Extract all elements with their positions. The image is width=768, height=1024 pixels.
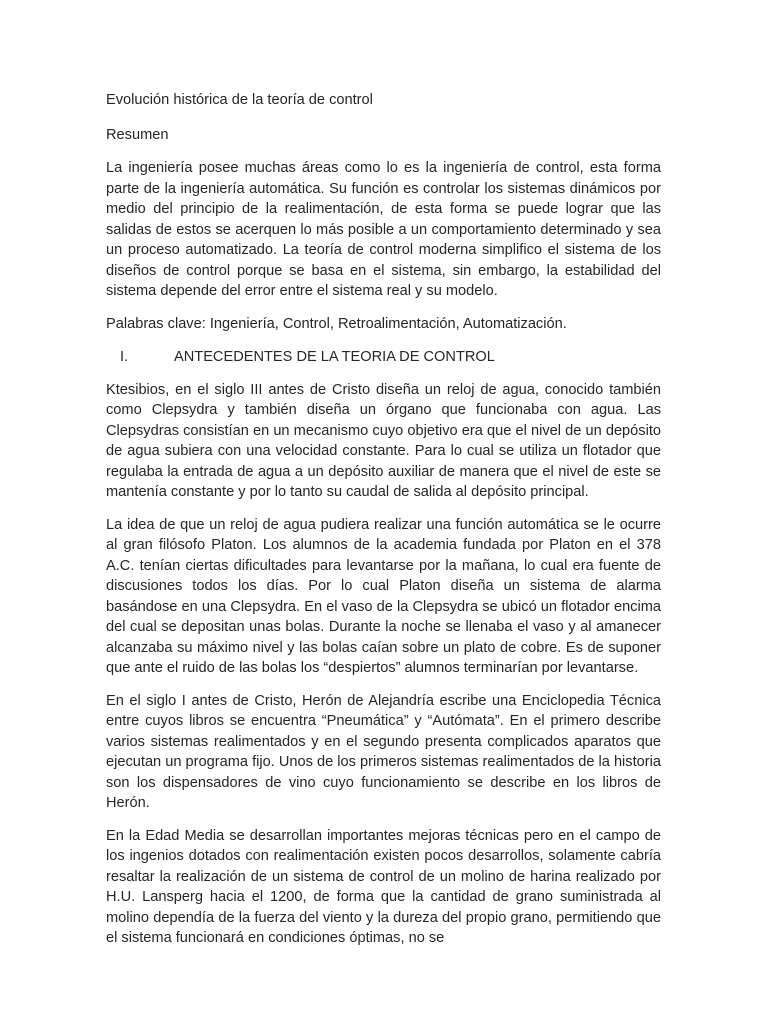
body-paragraph: En la Edad Media se desarrollan importantes mejoras técnicas pero en el campo de los ingenios dotados con realimentación existen pocos desarrollos, solamente cabría resaltar la realización de un sistema de control de un molino de harina realizado por H.U. Lansperg hacia el 1200, de forma que la cantidad de grano suministrada al molino dependía de la fuerza del viento y la dureza del propio grano, permitiendo que el sistema funcionará en condiciones óptimas, no se bbox=[106, 827, 661, 946]
abstract-paragraph: La ingeniería posee muchas áreas como lo es la ingeniería de control, esta forma parte de la ingeniería automática. Su función es controlar los sistemas dinámicos por medio del principio de la realimentación, de esta forma se puede lograr que las salidas de estos se acerquen lo más posible a un comportamiento determinado y sea un proceso automatizado. La teoría de control moderna simplifico el sistema de los diseños de control porque se basa en el sistema, sin embargo, la estabilidad del sistema depende del error entre el sistema real y su modelo. bbox=[106, 160, 661, 299]
abstract-heading: Resumen bbox=[106, 126, 169, 143]
body-paragraph: En el siglo I antes de Cristo, Herón de Alejandría escribe una Enciclopedia Técnica entre cuyos libros se encuentra “Pneumática” y “Autómata”. En el primero describe varios sistemas realimentados y en el segundo presenta complicados aparatos que ejecutan un programa fijo. Unos de los primeros sistemas realimentados de la historia son los dispensadores de vino cuyo funcionamiento se describe en los libros de Herón. bbox=[106, 692, 661, 811]
section-number: I. bbox=[120, 349, 129, 365]
document-title: Evolución histórica de la teoría de control bbox=[106, 92, 373, 108]
body-paragraph: Ktesibios, en el siglo III antes de Cristo diseña un reloj de agua, conocido también como Clepsydra y también diseña un órgano que funcionaba con agua. Las Clepsydras consistían en un mecanismo cuyo objetivo era que el nivel de un depósito de agua subiera con una velocidad constante. Para lo cual se utiliza un flotador que regulaba la entrada de agua a un depósito auxiliar de manera que el nivel de este se mantenía constante y por lo tanto su caudal de salida al depósito principal. bbox=[106, 381, 661, 500]
document-page bbox=[106, 90, 661, 949]
keywords-line: Palabras clave: Ingeniería, Control, Retroalimentación, Automatización. bbox=[106, 315, 567, 332]
section-heading bbox=[106, 347, 661, 368]
body-paragraph: La idea de que un reloj de agua pudiera realizar una función automática se le ocurre al gran filósofo Platon. Los alumnos de la academia fundada por Platon en el 378 A.C. tenían ciertas dificultades para levantarse por la mañana, lo cual era fuente de discusiones todos los días. Por lo cual Platon diseña un sistema de alarma basándose en una Clepsydra. En el vaso de la Clepsydra se ubicó un flotador encima del cual se depositan unas bolas. Durante la noche se llenaba el vaso y al amanecer alcanzaba su máximo nivel y las bolas caían sobre un plato de cobre. Es de suponer que ante el ruido de las bolas los “despiertos” alumnos terminarían por levantarse. bbox=[106, 516, 661, 676]
section-title: ANTECEDENTES DE LA TEORIA DE CONTROL bbox=[174, 349, 495, 365]
